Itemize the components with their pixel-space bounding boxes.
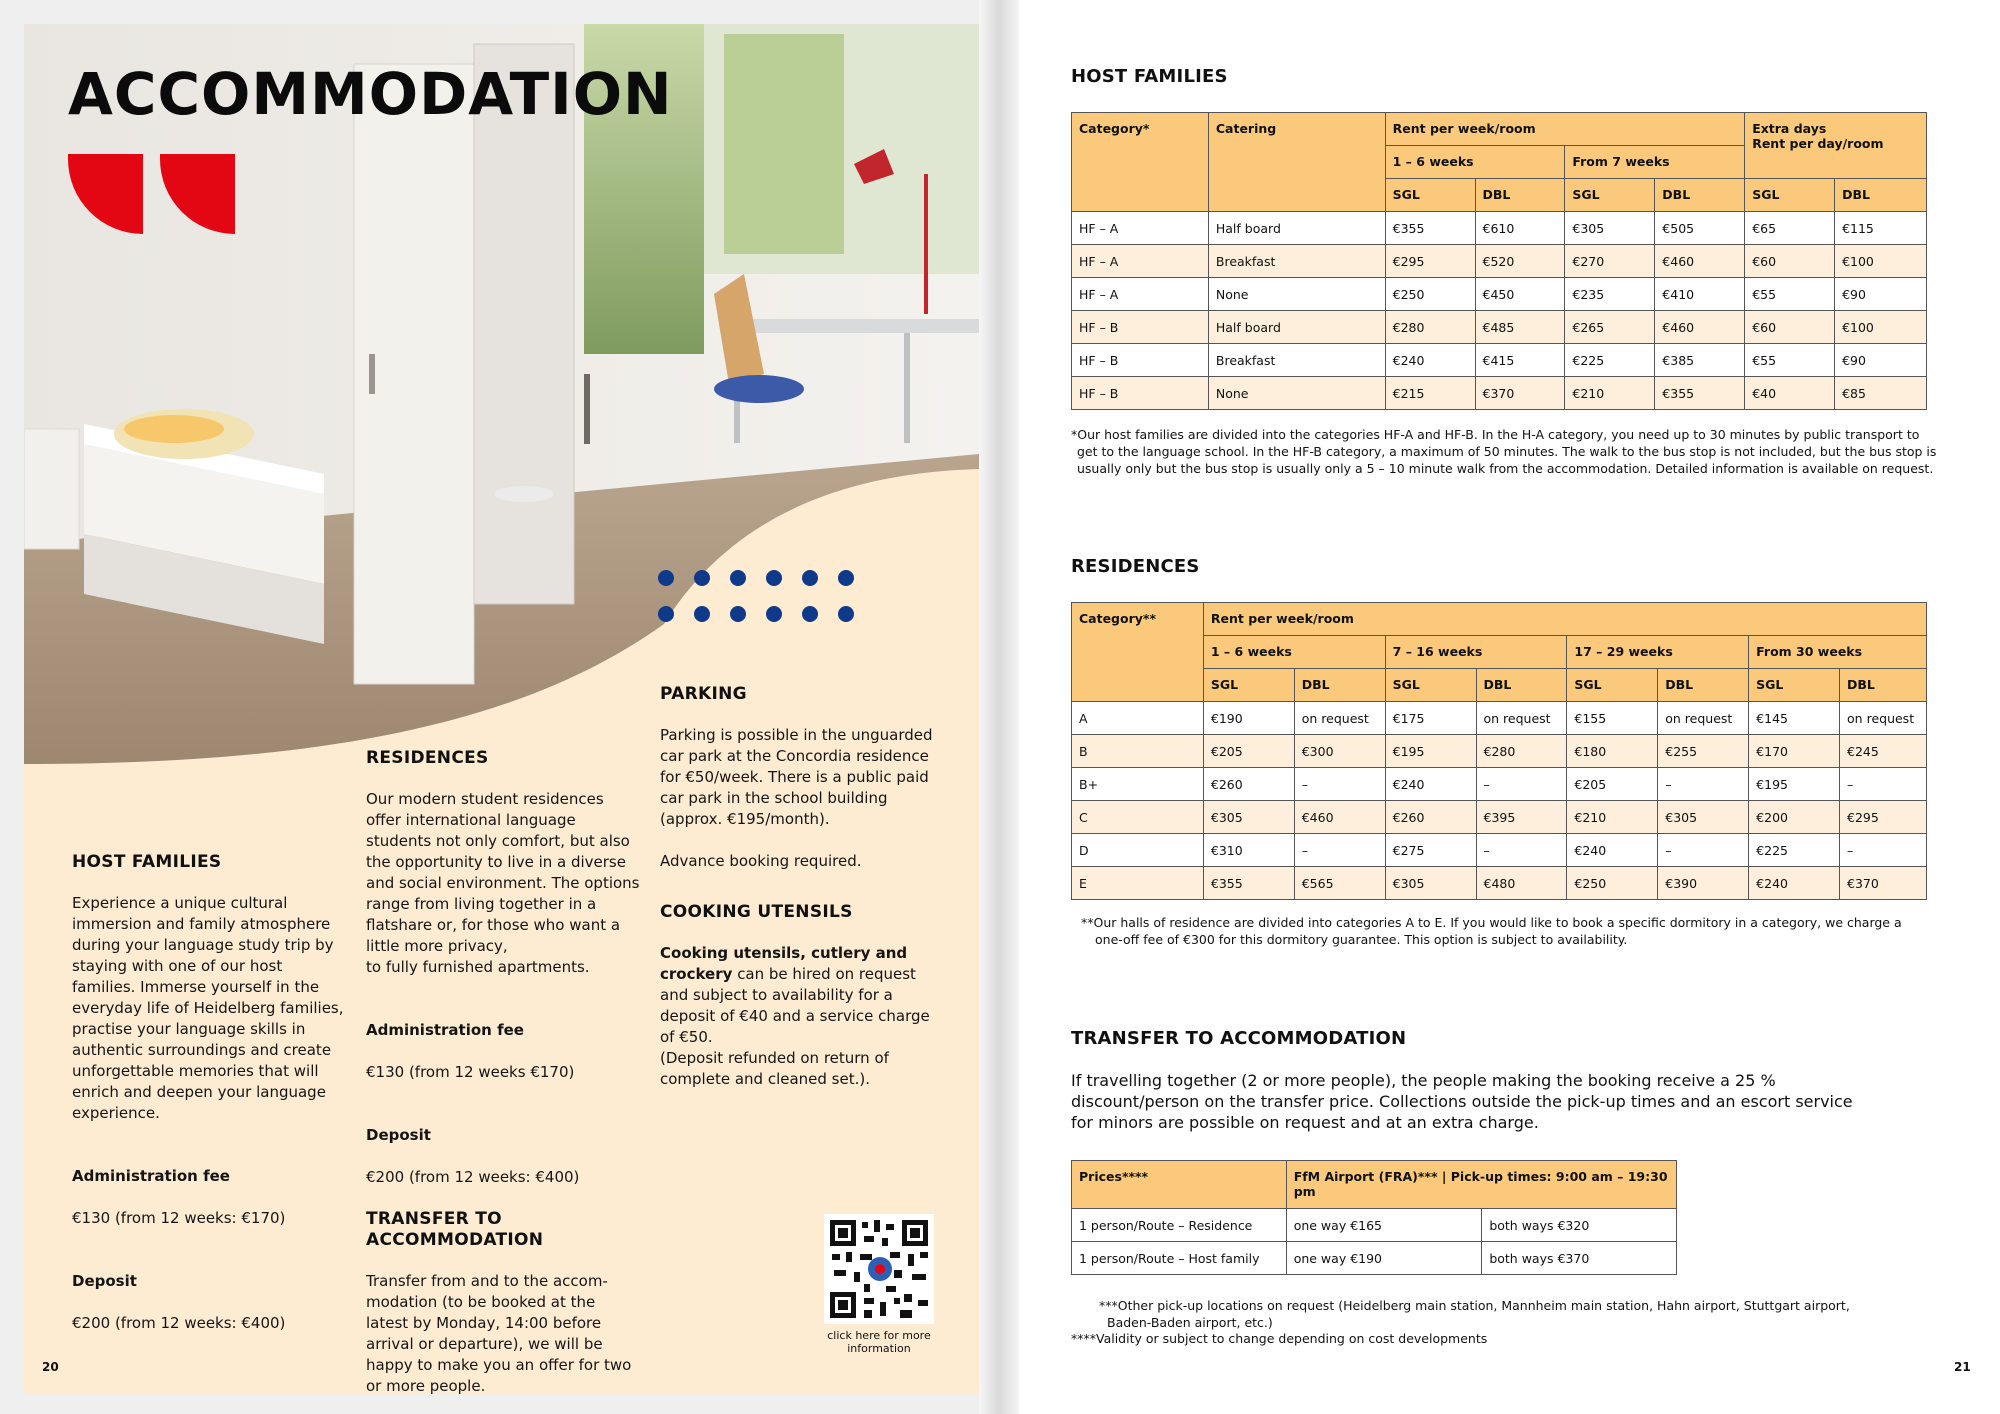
- table-cell: Breakfast: [1208, 245, 1385, 278]
- table-cell: €210: [1565, 377, 1655, 410]
- table-cell: €40: [1745, 377, 1835, 410]
- table-cell: €195: [1749, 768, 1840, 801]
- table-cell: €100: [1835, 245, 1927, 278]
- res-admin-value: €130 (from 12 weeks €170): [366, 1063, 575, 1081]
- table-cell: on request: [1840, 702, 1927, 735]
- hf-header-rent: Rent per week/room: [1385, 113, 1745, 146]
- transfer-note-1: ***Other pick-up locations on request (Heidelberg main station, Mannheim main station, Hahn airport, Stuttgart airport, Baden-Baden airport, etc.): [1099, 1298, 1850, 1330]
- table-cell: €485: [1475, 311, 1565, 344]
- hf-header-dbl: DBL: [1655, 179, 1745, 212]
- table-cell: D: [1072, 834, 1204, 867]
- res-header-sgl: SGL: [1203, 669, 1294, 702]
- table-cell: €240: [1749, 867, 1840, 900]
- table-cell: both ways €320: [1482, 1209, 1677, 1242]
- hf-header-dbl: DBL: [1835, 179, 1927, 212]
- quote-mark-icon: [68, 154, 238, 234]
- table-cell: €55: [1745, 278, 1835, 311]
- table-cell: –: [1658, 834, 1749, 867]
- table-cell: –: [1840, 768, 1927, 801]
- transfer-note-2: ****Validity or subject to change depending on cost developments: [1071, 1331, 1488, 1346]
- table-cell: €60: [1745, 245, 1835, 278]
- residences-heading: RESIDENCES: [366, 748, 489, 768]
- hf-header-sgl: SGL: [1745, 179, 1835, 212]
- hf-header-sgl: SGL: [1565, 179, 1655, 212]
- table-cell: €100: [1835, 311, 1927, 344]
- table-row: [1072, 377, 1927, 410]
- table-cell: Half board: [1208, 311, 1385, 344]
- host-admin-fee: [72, 1145, 347, 1229]
- host-families-table: [1071, 112, 1927, 410]
- qr-code-icon[interactable]: [824, 1214, 934, 1324]
- res-header-dbl: DBL: [1658, 669, 1749, 702]
- table-cell: €305: [1658, 801, 1749, 834]
- table-row: [1072, 1209, 1677, 1242]
- hf-header-w2: From 7 weeks: [1565, 146, 1745, 179]
- table-cell: €610: [1475, 212, 1565, 245]
- transfer-table-heading: TRANSFER TO ACCOMMODATION: [1071, 1028, 1407, 1049]
- cooking-heading: COOKING UTENSILS: [660, 902, 853, 922]
- res-table-heading: RESIDENCES: [1071, 556, 1200, 577]
- residences-text: Our modern student residences offer international language students not only comfort, but also the opportunity to live in a diverse and social environment. The options range from living together in a flatshare or, for those who want a little more privacy, to fully furnished apartments.: [366, 790, 640, 976]
- table-cell: €260: [1203, 768, 1294, 801]
- table-cell: HF – B: [1072, 311, 1209, 344]
- hf-header-dbl: DBL: [1475, 179, 1565, 212]
- page-title: ACCOMMODATION: [68, 60, 673, 128]
- table-cell: €505: [1655, 212, 1745, 245]
- hf-header-category: Category*: [1072, 113, 1209, 212]
- left-page: [24, 24, 979, 1394]
- table-cell: €355: [1203, 867, 1294, 900]
- transfer-heading: TRANSFER TO ACCOMMODATION: [366, 1209, 544, 1250]
- table-cell: A: [1072, 702, 1204, 735]
- table-cell: €565: [1294, 867, 1385, 900]
- table-cell: €235: [1565, 278, 1655, 311]
- table-cell: €215: [1385, 377, 1475, 410]
- table-cell: €415: [1475, 344, 1565, 377]
- table-cell: 1 person/Route – Host family: [1072, 1242, 1287, 1275]
- table-cell: €170: [1749, 735, 1840, 768]
- hf-table-body: [1072, 212, 1927, 410]
- page-spine: [979, 0, 1019, 1414]
- table-cell: on request: [1658, 702, 1749, 735]
- hf-note: *Our host families are divided into the categories HF-A and HF-B. In the H-A category, you need up to 30 minutes by public transport to get to the language school. In the HF-B category, a maximum of 50 minutes. The walk to the bus stop is not included, but the bus stop is usually only but the bus stop is usually only a 5 – 10 minute walk from the accommodation. Detailed information is available on request.: [1071, 427, 1937, 476]
- table-cell: €240: [1385, 344, 1475, 377]
- res-header-sgl: SGL: [1749, 669, 1840, 702]
- hf-header-w1: 1 – 6 weeks: [1385, 146, 1565, 179]
- transfer-table: [1071, 1160, 1677, 1275]
- table-cell: €280: [1476, 735, 1567, 768]
- table-cell: €255: [1658, 735, 1749, 768]
- res-deposit-value: €200 (from 12 weeks: €400): [366, 1168, 580, 1186]
- page-number-right: 21: [1954, 1360, 1971, 1374]
- parking-text: Parking is possible in the unguarded car park at the Concordia residence for €50/week. There is a public paid car park in the school building (approx. €195/month).: [660, 726, 933, 828]
- table-cell: €520: [1475, 245, 1565, 278]
- host-deposit-value: €200 (from 12 weeks: €400): [72, 1314, 286, 1332]
- table-cell: €305: [1385, 867, 1476, 900]
- res-note: **Our halls of residence are divided into categories A to E. If you would like to book a specific dormitory in a category, we charge a one-off fee of €300 for this dormitory guarantee. This option is subject to availability.: [1081, 915, 1902, 947]
- res-header-dbl: DBL: [1294, 669, 1385, 702]
- room-photo: [24, 24, 979, 764]
- table-cell: €275: [1385, 834, 1476, 867]
- res-deposit-label: Deposit: [366, 1126, 431, 1144]
- table-cell: €460: [1655, 245, 1745, 278]
- table-row: [1072, 834, 1927, 867]
- table-cell: HF – A: [1072, 278, 1209, 311]
- table-cell: –: [1294, 834, 1385, 867]
- residences-column: [366, 748, 641, 1394]
- table-cell: €240: [1567, 834, 1658, 867]
- table-cell: €385: [1655, 344, 1745, 377]
- table-cell: €85: [1835, 377, 1927, 410]
- table-cell: both ways €370: [1482, 1242, 1677, 1275]
- table-row: [1072, 867, 1927, 900]
- table-cell: €305: [1203, 801, 1294, 834]
- table-row: [1072, 1242, 1677, 1275]
- table-cell: €295: [1385, 245, 1475, 278]
- transfer-paragraph: If travelling together (2 or more people), the people making the booking receive a 25 % discount/person on the transfer price. Collections outside the pick-up times and an escort service for minors are possible on request and at an extra charge.: [1071, 1071, 1853, 1132]
- table-cell: €355: [1655, 377, 1745, 410]
- table-cell: HF – A: [1072, 245, 1209, 278]
- res-admin-fee: [366, 999, 641, 1083]
- table-cell: €260: [1385, 801, 1476, 834]
- table-cell: one way €165: [1286, 1209, 1482, 1242]
- table-cell: None: [1208, 278, 1385, 311]
- parking-heading: PARKING: [660, 684, 747, 704]
- res-header-category: Category**: [1072, 603, 1204, 702]
- table-row: [1072, 702, 1927, 735]
- transfer-header-prices: Prices****: [1072, 1161, 1287, 1209]
- table-cell: €180: [1567, 735, 1658, 768]
- table-cell: €200: [1749, 801, 1840, 834]
- table-cell: €460: [1294, 801, 1385, 834]
- table-cell: €370: [1840, 867, 1927, 900]
- page-number-left: 20: [42, 1360, 59, 1374]
- table-cell: €195: [1385, 735, 1476, 768]
- table-row: [1072, 245, 1927, 278]
- cooking-text: [660, 943, 935, 1090]
- table-cell: €240: [1385, 768, 1476, 801]
- table-cell: one way €190: [1286, 1242, 1482, 1275]
- table-cell: HF – B: [1072, 377, 1209, 410]
- table-row: [1072, 768, 1927, 801]
- table-cell: €305: [1565, 212, 1655, 245]
- res-header-sgl: SGL: [1385, 669, 1476, 702]
- table-cell: €90: [1835, 278, 1927, 311]
- table-cell: €155: [1567, 702, 1658, 735]
- host-families-column: [72, 852, 347, 1355]
- table-cell: €210: [1567, 801, 1658, 834]
- hf-header-extra: Extra days Rent per day/room: [1745, 113, 1927, 179]
- table-cell: €65: [1745, 212, 1835, 245]
- table-cell: €205: [1567, 768, 1658, 801]
- table-cell: €225: [1749, 834, 1840, 867]
- table-cell: €480: [1476, 867, 1567, 900]
- host-deposit-label: Deposit: [72, 1272, 137, 1290]
- table-cell: €145: [1749, 702, 1840, 735]
- cooking-rest: can be hired on request and subject to availability for a deposit of €40 and a service charge of €50. (Deposit refunded on return of complete and cleaned set.).: [660, 965, 930, 1088]
- table-cell: –: [1476, 834, 1567, 867]
- table-cell: €190: [1203, 702, 1294, 735]
- table-cell: –: [1840, 834, 1927, 867]
- qr-caption: click here for more information: [827, 1329, 931, 1355]
- table-cell: €410: [1655, 278, 1745, 311]
- table-cell: €245: [1840, 735, 1927, 768]
- res-header-w1: 1 – 6 weeks: [1203, 636, 1385, 669]
- table-cell: €355: [1385, 212, 1475, 245]
- decorative-dots-icon: [658, 570, 858, 630]
- res-header-w4: From 30 weeks: [1749, 636, 1927, 669]
- table-cell: –: [1658, 768, 1749, 801]
- hf-header-sgl: SGL: [1385, 179, 1475, 212]
- host-admin-value: €130 (from 12 weeks: €170): [72, 1209, 286, 1227]
- table-cell: €370: [1475, 377, 1565, 410]
- table-cell: on request: [1294, 702, 1385, 735]
- table-row: [1072, 735, 1927, 768]
- table-row: [1072, 212, 1927, 245]
- host-families-text: Experience a unique cultural immersion and family atmosphere during your language study trip by staying with one of our host families. Immerse yourself in the everyday life of Heidelberg families, practise your language skills in authentic surroundings and create unforgettable memories that will enrich and deepen your language experience.: [72, 894, 344, 1122]
- table-cell: €115: [1835, 212, 1927, 245]
- table-cell: €250: [1385, 278, 1475, 311]
- table-row: [1072, 278, 1927, 311]
- table-cell: €310: [1203, 834, 1294, 867]
- table-cell: C: [1072, 801, 1204, 834]
- parking-column: [660, 684, 935, 1111]
- table-cell: B: [1072, 735, 1204, 768]
- table-cell: 1 person/Route – Residence: [1072, 1209, 1287, 1242]
- table-cell: €265: [1565, 311, 1655, 344]
- right-page: [1019, 0, 2000, 1414]
- host-families-heading: HOST FAMILIES: [72, 852, 222, 872]
- table-cell: –: [1476, 768, 1567, 801]
- transfer-table-body: [1072, 1209, 1677, 1275]
- table-row: [1072, 801, 1927, 834]
- table-row: [1072, 311, 1927, 344]
- table-cell: on request: [1476, 702, 1567, 735]
- table-cell: €175: [1385, 702, 1476, 735]
- res-header-rent: Rent per week/room: [1203, 603, 1926, 636]
- table-cell: €280: [1385, 311, 1475, 344]
- res-admin-label: Administration fee: [366, 1021, 524, 1039]
- res-header-dbl: DBL: [1840, 669, 1927, 702]
- table-cell: €205: [1203, 735, 1294, 768]
- hf-header-catering: Catering: [1208, 113, 1385, 212]
- transfer-text: Transfer from and to the accom-modation (to be booked at the latest by Monday, 14:00 before arrival or departure), we will be happy to make you an offer for two or more people.: [366, 1272, 632, 1394]
- table-cell: €60: [1745, 311, 1835, 344]
- transfer-header-airport: FfM Airport (FRA)*** | Pick-up times: 9:00 am – 19:30 pm: [1286, 1161, 1676, 1209]
- table-cell: Half board: [1208, 212, 1385, 245]
- res-header-sgl: SGL: [1567, 669, 1658, 702]
- residences-table: [1071, 602, 1927, 900]
- res-header-dbl: DBL: [1476, 669, 1567, 702]
- table-row: [1072, 344, 1927, 377]
- table-cell: €90: [1835, 344, 1927, 377]
- parking-text-2: Advance booking required.: [660, 852, 862, 870]
- cooking-bold: Cooking utensils, cutlery and crockery: [660, 944, 908, 983]
- host-deposit: [72, 1250, 347, 1334]
- table-cell: €270: [1565, 245, 1655, 278]
- table-cell: –: [1294, 768, 1385, 801]
- table-cell: HF – A: [1072, 212, 1209, 245]
- table-cell: None: [1208, 377, 1385, 410]
- table-cell: €250: [1567, 867, 1658, 900]
- table-cell: E: [1072, 867, 1204, 900]
- res-table-body: [1072, 702, 1927, 900]
- table-cell: Breakfast: [1208, 344, 1385, 377]
- table-cell: €300: [1294, 735, 1385, 768]
- res-header-w3: 17 – 29 weeks: [1567, 636, 1749, 669]
- table-cell: €390: [1658, 867, 1749, 900]
- table-cell: €55: [1745, 344, 1835, 377]
- table-cell: HF – B: [1072, 344, 1209, 377]
- hf-table-heading: HOST FAMILIES: [1071, 66, 1228, 87]
- table-cell: B+: [1072, 768, 1204, 801]
- res-header-w2: 7 – 16 weeks: [1385, 636, 1567, 669]
- table-cell: €225: [1565, 344, 1655, 377]
- host-admin-label: Administration fee: [72, 1167, 230, 1185]
- table-cell: €460: [1655, 311, 1745, 344]
- table-cell: €450: [1475, 278, 1565, 311]
- table-cell: €295: [1840, 801, 1927, 834]
- res-deposit: [366, 1104, 641, 1188]
- table-cell: €395: [1476, 801, 1567, 834]
